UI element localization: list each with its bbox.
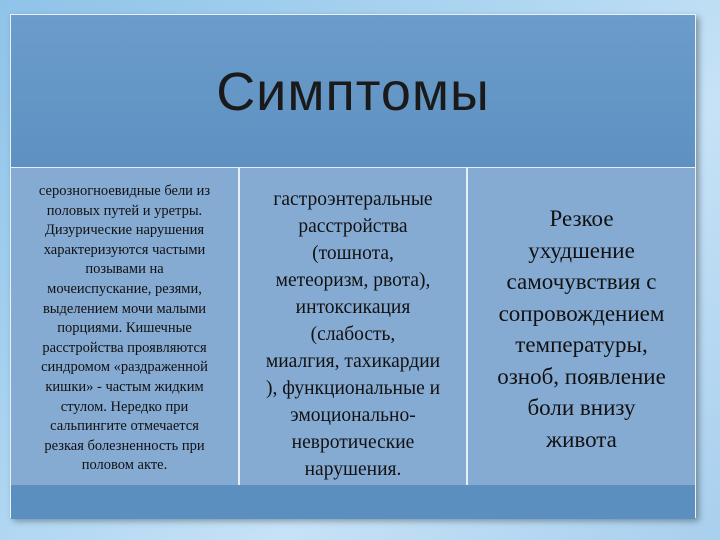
- table-cell-general-symptoms: [466, 168, 695, 486]
- slide-frame: [10, 14, 696, 518]
- cell-text: гастроэнтеральные расстройства (тошнота, метеоризм, рвота), интоксикация (слабость, миалгия, тахикардии ), функциональные и эмоционально- невротические нарушения.: [265, 189, 441, 480]
- cell-text: серозногноевидные бели из половых путей и уретры. Дизурические нарушения характеризуются частыми позывами на мочеиспускание, резями, выделением мочи малыми порциями. Кишечные расстройства проявляются синдромом «раздраженной кишки» - частым жидким стулом. Нередко при сальпингите отмечается резкая болезненность при половом акте.: [38, 183, 211, 474]
- cell-text: Резкое ухудшение самочувствия с сопровождением температуры, озноб, появление боли внизу живота: [497, 206, 666, 452]
- table-cell-genitourinary-symptoms: [11, 168, 238, 486]
- bottom-band: [11, 485, 695, 519]
- slide-title: Симптомы: [216, 62, 490, 122]
- title-area: [11, 15, 695, 167]
- symptoms-table: [11, 167, 695, 487]
- table-cell-gastro-symptoms: [238, 168, 466, 486]
